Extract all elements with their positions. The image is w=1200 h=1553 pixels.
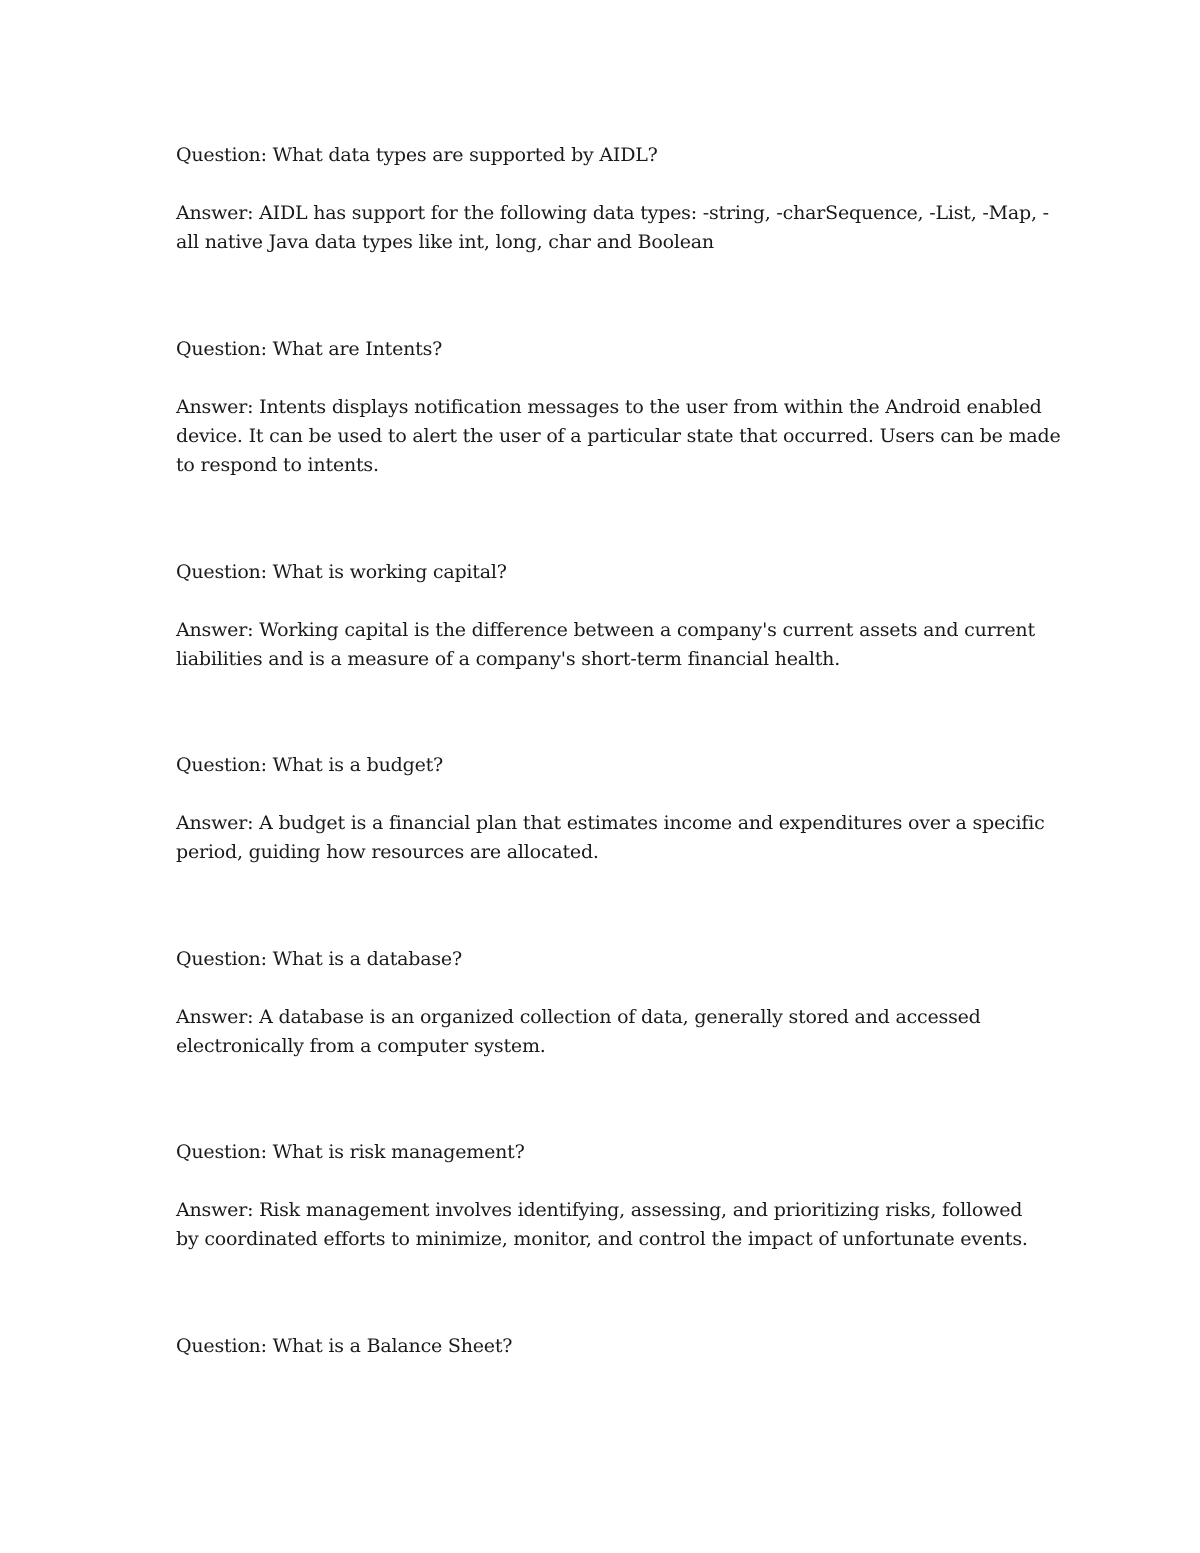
question-balance-sheet: Question: What is a Balance Sheet? (176, 1335, 513, 1357)
question-intents: Question: What are Intents? (176, 338, 443, 360)
answer-budget-line-1: Answer: A budget is a financial plan that estimates income and expenditures over a specific (176, 812, 1045, 834)
answer-budget-line-2: period, guiding how resources are allocated. (176, 841, 599, 863)
answer-risk-management-line-1: Answer: Risk management involves identifying, assessing, and prioritizing risks, followed (176, 1199, 1023, 1221)
answer-database-line-2: electronically from a computer system. (176, 1035, 546, 1057)
question-aidl: Question: What data types are supported by AIDL? (176, 144, 658, 166)
answer-intents-line-1: Answer: Intents displays notification messages to the user from within the Android enabled (176, 396, 1042, 418)
question-budget: Question: What is a budget? (176, 754, 444, 776)
answer-aidl-line-1: Answer: AIDL has support for the following data types: -string, -charSequence, -List, -Map, - (176, 202, 1049, 224)
answer-intents-line-2: device. It can be used to alert the user of a particular state that occurred. Users can be made (176, 425, 1061, 447)
answer-risk-management-line-2: by coordinated efforts to minimize, monitor, and control the impact of unfortunate events. (176, 1228, 1028, 1250)
question-risk-management: Question: What is risk management? (176, 1141, 525, 1163)
answer-database-line-1: Answer: A database is an organized collection of data, generally stored and accessed (176, 1006, 981, 1028)
answer-intents-line-3: to respond to intents. (176, 454, 379, 476)
answer-working-capital-line-2: liabilities and is a measure of a company's short-term financial health. (176, 648, 841, 670)
answer-working-capital-line-1: Answer: Working capital is the difference between a company's current assets and current (176, 619, 1035, 641)
question-database: Question: What is a database? (176, 948, 462, 970)
answer-aidl-line-2: all native Java data types like int, long, char and Boolean (176, 231, 714, 253)
question-working-capital: Question: What is working capital? (176, 561, 507, 583)
